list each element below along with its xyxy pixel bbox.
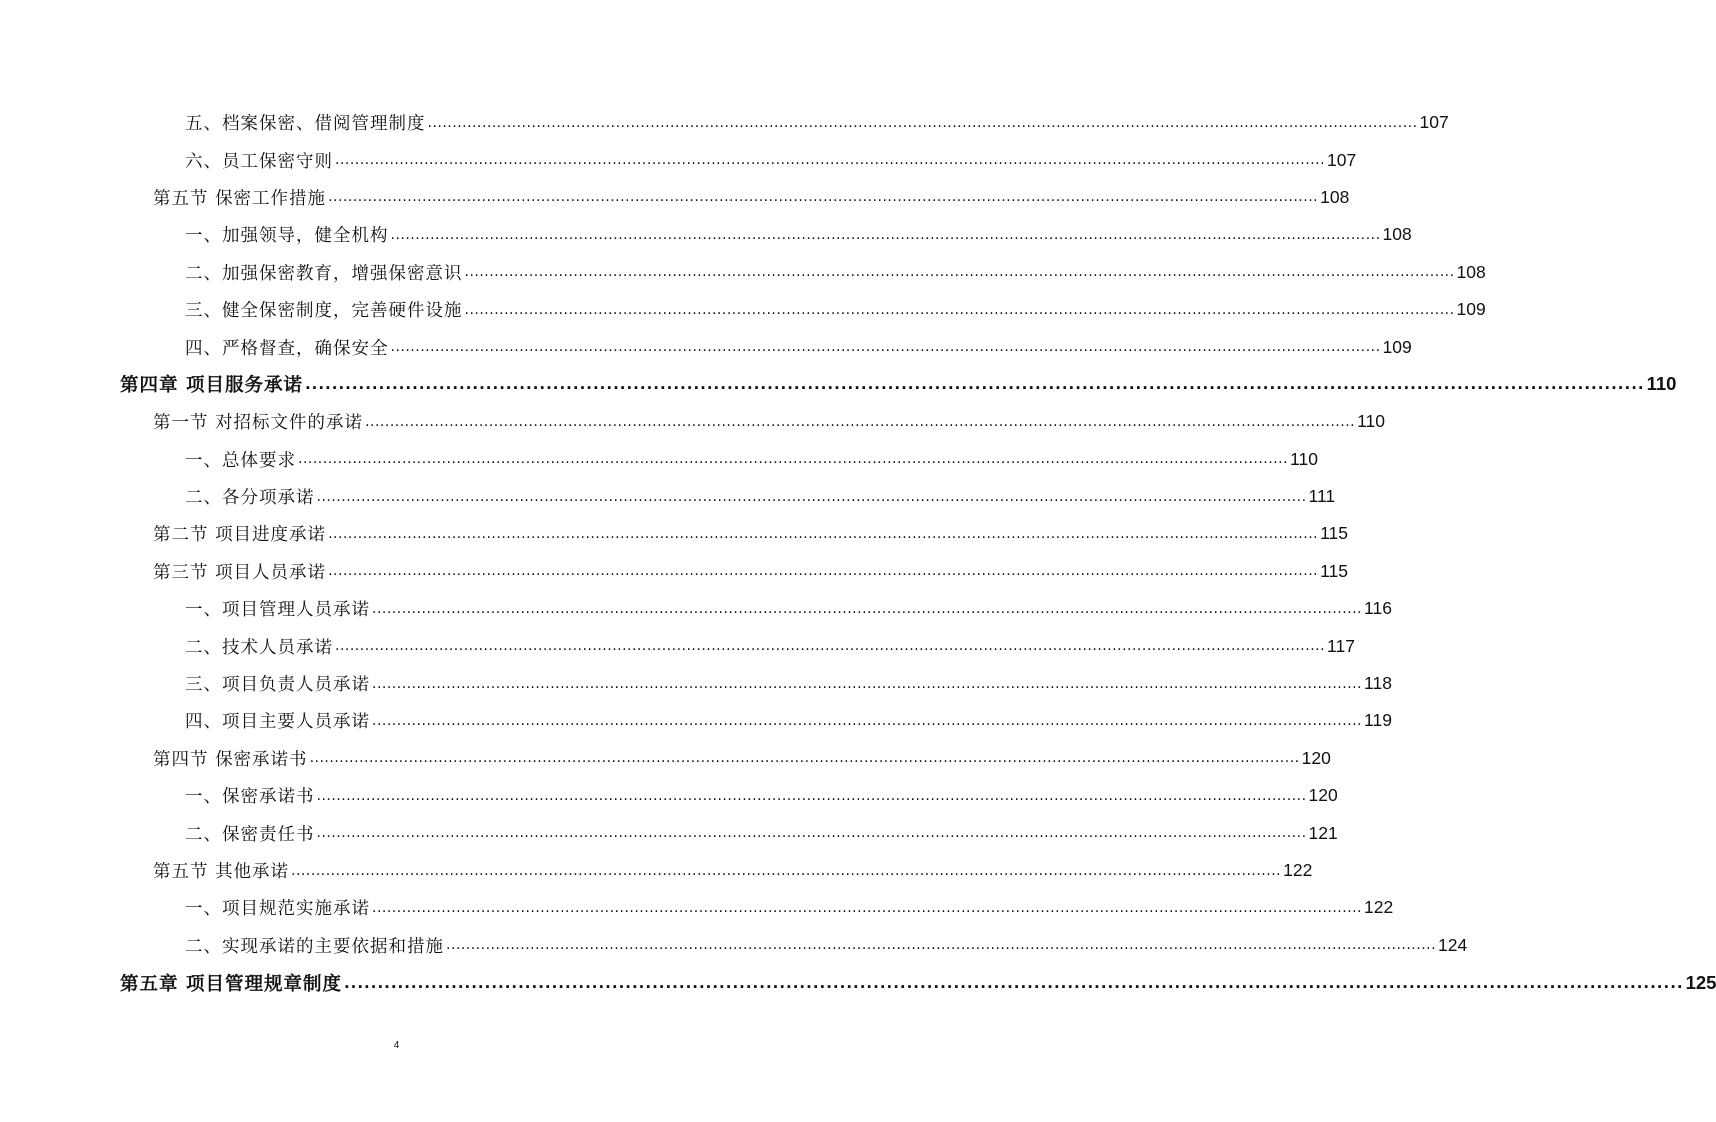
toc-entry-page: 116 (1364, 598, 1392, 619)
toc-entry-title: 一、总体要求 (185, 450, 296, 471)
toc-section-entry[interactable] (0, 403, 1386, 440)
toc-entry-title: 四、严格督查，确保安全 (185, 338, 389, 359)
toc-entry-title: 第五节 其他承诺 (153, 862, 290, 882)
toc-item-entry[interactable] (0, 141, 1357, 178)
dot-leader: ........................................................................................................................................................................................................ (335, 152, 1326, 169)
toc-entry-page: 108 (1382, 224, 1412, 245)
toc-entry-title: 二、实现承诺的主要依据和措施 (185, 936, 444, 957)
toc-entry-page: 122 (1283, 860, 1313, 880)
toc-item-entry[interactable] (0, 889, 1394, 926)
toc-entry-page: 121 (1308, 822, 1338, 843)
dot-leader: ........................................................................................................................................................................................................ (372, 600, 1363, 617)
toc-entry-title: 二、保密责任书 (185, 824, 315, 845)
toc-entry-page: 118 (1364, 673, 1392, 694)
dot-leader: ........................................................................................................................................................................................................ (291, 862, 1282, 879)
toc-entry-page: 120 (1308, 785, 1338, 806)
dot-leader: ........................................................................................................................................................................................................ (427, 114, 1418, 131)
toc-item-entry[interactable] (0, 254, 1486, 291)
toc-entry-title: 二、加强保密教育，增强保密意识 (185, 263, 463, 284)
toc-entry-page: 119 (1364, 710, 1392, 731)
toc-section-entry[interactable] (0, 740, 1331, 777)
dot-leader: ........................................................................................................................................................................................................ (390, 339, 1381, 356)
dot-leader: ........................................................................................................................................................................................................ (464, 264, 1455, 281)
toc-entry-page: 122 (1364, 897, 1394, 918)
dot-leader: ........................................................................................................................................................................................................ (390, 226, 1381, 243)
dot-leader: ........................................................................................................................................................................................................ (298, 451, 1289, 468)
toc-item-entry[interactable] (0, 702, 1392, 739)
toc-entry-title: 第四节 保密承诺书 (153, 749, 308, 770)
page-number: 4 (393, 1040, 400, 1051)
dot-leader: ........................................................................................................................................................................................................ (316, 488, 1307, 505)
toc-entry-title: 五、档案保密、借阅管理制度 (185, 114, 426, 135)
toc-entry-page: 108 (1456, 261, 1486, 282)
toc-entry-title: 第一节 对招标文件的承诺 (153, 413, 364, 434)
dot-leader: ........................................................................................................................................................................................................ (464, 301, 1455, 318)
toc-entry-title: 三、项目负责人员承诺 (185, 675, 370, 696)
toc-chapter-entry[interactable] (0, 964, 1716, 1001)
toc-item-entry[interactable] (0, 291, 1486, 328)
dot-leader: ........................................................................................................................................................................................................ (335, 638, 1326, 655)
toc-item-entry[interactable] (0, 777, 1338, 814)
toc-entry-page: 124 (1438, 934, 1468, 955)
toc-section-entry[interactable] (0, 515, 1349, 552)
dot-leader: ........................................................................................................................................................................................................ (309, 750, 1300, 767)
dot-leader: ........................................................................................................................................................................................................ (316, 787, 1307, 804)
toc-section-entry[interactable] (0, 179, 1350, 216)
toc-chapter-entry[interactable] (0, 366, 1677, 403)
dot-leader: ........................................................................................................................................................................................................ (304, 375, 1645, 394)
toc-entry-title: 第三节 项目人员承诺 (153, 562, 327, 583)
toc-entry-title: 四、项目主要人员承诺 (185, 712, 370, 733)
dot-leader: ........................................................................................................................................................................................................ (372, 899, 1363, 916)
dot-leader: ........................................................................................................................................................................................................ (316, 825, 1307, 842)
toc-entry-page: 115 (1320, 523, 1349, 544)
dot-leader: ........................................................................................................................................................................................................ (372, 712, 1363, 729)
toc-item-entry[interactable] (0, 665, 1392, 702)
dot-leader: ........................................................................................................................................................................................................ (328, 563, 1319, 580)
toc-entry-page: 110 (1646, 373, 1677, 395)
toc-entry-title: 二、技术人员承诺 (185, 637, 333, 658)
toc-entry-page: 109 (1382, 336, 1412, 357)
toc-entry-title: 第四章 项目服务承诺 (120, 375, 303, 397)
toc-entry-page: 109 (1456, 299, 1486, 320)
toc-item-entry[interactable] (0, 927, 1468, 964)
dot-leader: ........................................................................................................................................................................................................ (328, 189, 1319, 206)
toc-entry-page: 125 (1685, 971, 1716, 993)
dot-leader: ........................................................................................................................................................................................................ (328, 525, 1319, 542)
toc-entry-title: 三、健全保密制度，完善硬件设施 (185, 301, 463, 322)
table-of-contents (0, 104, 1716, 1001)
dot-leader: ........................................................................................................................................................................................................ (446, 937, 1437, 954)
toc-item-entry[interactable] (0, 478, 1336, 515)
toc-item-entry[interactable] (0, 328, 1412, 365)
toc-entry-title: 一、项目规范实施承诺 (185, 899, 370, 920)
toc-entry-title: 一、项目管理人员承诺 (185, 600, 370, 621)
toc-item-entry[interactable] (0, 441, 1318, 478)
toc-section-entry[interactable] (0, 553, 1349, 590)
toc-entry-page: 120 (1301, 747, 1331, 768)
dot-leader: ........................................................................................................................................................................................................ (372, 675, 1363, 692)
toc-item-entry[interactable] (0, 104, 1449, 141)
toc-entry-page: 107 (1419, 112, 1449, 133)
toc-entry-title: 一、加强领导，健全机构 (185, 226, 389, 247)
toc-item-entry[interactable] (0, 627, 1355, 664)
toc-entry-title: 二、各分项承诺 (185, 488, 315, 509)
toc-entry-page: 110 (1290, 448, 1318, 469)
toc-entry-page: 111 (1308, 486, 1336, 507)
toc-section-entry[interactable] (0, 852, 1313, 889)
toc-item-entry[interactable] (0, 814, 1338, 851)
toc-item-entry[interactable] (0, 216, 1412, 253)
toc-entry-title: 六、员工保密守则 (185, 151, 333, 172)
toc-entry-page: 108 (1320, 186, 1350, 207)
toc-entry-page: 117 (1327, 635, 1355, 656)
toc-entry-page: 115 (1320, 560, 1349, 581)
toc-entry-title: 第五节 保密工作措施 (153, 188, 327, 209)
toc-entry-title: 第五章 项目管理规章制度 (120, 973, 342, 995)
dot-leader: ........................................................................................................................................................................................................ (343, 973, 1684, 992)
toc-entry-title: 一、保密承诺书 (185, 787, 315, 808)
dot-leader: ........................................................................................................................................................................................................ (365, 413, 1356, 430)
toc-entry-title: 第二节 项目进度承诺 (153, 525, 327, 546)
toc-entry-page: 107 (1327, 149, 1357, 170)
toc-entry-page: 110 (1357, 411, 1386, 432)
toc-item-entry[interactable] (0, 590, 1392, 627)
